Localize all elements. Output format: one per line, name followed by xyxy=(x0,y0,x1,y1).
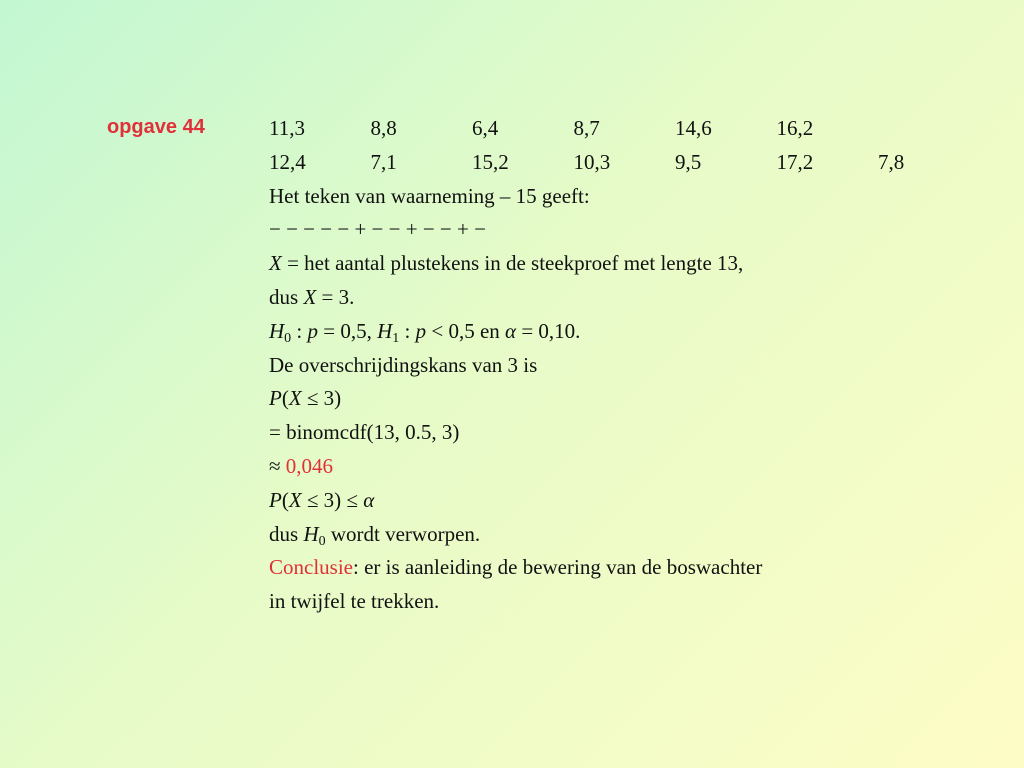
data-cell: 6,4 xyxy=(472,116,499,140)
probability-line xyxy=(269,382,989,416)
h0-symbol: H xyxy=(303,521,319,546)
var-x: X xyxy=(269,251,282,276)
approx-symbol: ≈ xyxy=(269,453,286,478)
var-x: X xyxy=(288,386,302,411)
prob-open: ( xyxy=(281,386,289,411)
data-cell: 7,8 xyxy=(878,149,905,174)
h1-sep: : xyxy=(399,318,416,343)
h0-subscript: 0 xyxy=(318,533,326,549)
hypotheses-line xyxy=(269,315,989,349)
binomcdf-line: = binomcdf(13, 0.5, 3) xyxy=(269,420,460,445)
solution-body xyxy=(269,112,989,619)
x-value-line xyxy=(269,281,989,315)
h0-symbol: H xyxy=(269,318,285,343)
sign-sequence-line: − − − − − + − − + − − + − xyxy=(269,217,486,242)
data-cell: 8,7 xyxy=(573,116,600,140)
data-cell: 15,2 xyxy=(472,149,509,174)
approx-line xyxy=(269,450,989,484)
conclusion-text: : er is aanleiding de bewering van de boswachter xyxy=(353,555,763,580)
conclusion-line xyxy=(269,551,989,585)
data-cell: 12,4 xyxy=(269,149,306,174)
exercise-label: opgave 44 xyxy=(107,116,205,138)
data-cell: 7,1 xyxy=(370,149,397,174)
rejection-line xyxy=(269,518,989,552)
h1-symbol: H xyxy=(377,318,393,343)
x-value-text: = 3. xyxy=(316,284,355,309)
prob-close: ≤ 3) xyxy=(301,386,342,411)
data-cell: 9,5 xyxy=(675,149,702,174)
alpha-value: = 0,10. xyxy=(516,318,581,343)
data-cell: 8,8 xyxy=(370,116,397,140)
comparison-line xyxy=(269,484,989,518)
exceedance-line: De overschrijdingskans van 3 is xyxy=(269,352,538,377)
h0-sep: : xyxy=(291,318,308,343)
data-cell: 17,2 xyxy=(776,149,814,174)
var-x: X xyxy=(303,284,317,309)
data-cell: 14,6 xyxy=(675,116,712,140)
approx-value: 0,046 xyxy=(285,453,334,478)
data-cell: 16,2 xyxy=(776,116,814,140)
var-p: p xyxy=(307,318,319,343)
sign-intro-line: Het teken van waarneming – 15 geeft: xyxy=(269,183,590,208)
h0-subscript: 0 xyxy=(284,330,292,346)
conclusion-continuation: in twijfel te trekken. xyxy=(269,589,440,614)
var-x: X xyxy=(288,487,302,512)
alpha-symbol: α xyxy=(363,487,375,512)
cmp-mid: ≤ 3) ≤ xyxy=(301,487,364,512)
data-cell: 10,3 xyxy=(573,149,611,174)
x-definition-line xyxy=(269,247,989,281)
prob-p: P xyxy=(269,386,282,411)
data-row-1 xyxy=(269,112,989,146)
data-row-2 xyxy=(269,146,989,180)
dus-text: dus xyxy=(269,284,304,309)
rejection-text: wordt verworpen. xyxy=(325,521,481,546)
alpha-symbol: α xyxy=(505,318,517,343)
cmp-open: ( xyxy=(281,487,289,512)
conclusion-label: Conclusie xyxy=(269,555,353,580)
rejection-dus: dus xyxy=(269,521,304,546)
cmp-p: P xyxy=(269,487,282,512)
h1-subscript: 1 xyxy=(392,330,400,346)
data-cell: 11,3 xyxy=(269,116,305,140)
h1-value: < 0,5 en xyxy=(426,318,506,343)
var-p: p xyxy=(415,318,427,343)
x-definition-text: = het aantal plustekens in de steekproef met lengte 13, xyxy=(281,251,744,276)
h0-value: = 0,5, xyxy=(318,318,378,343)
